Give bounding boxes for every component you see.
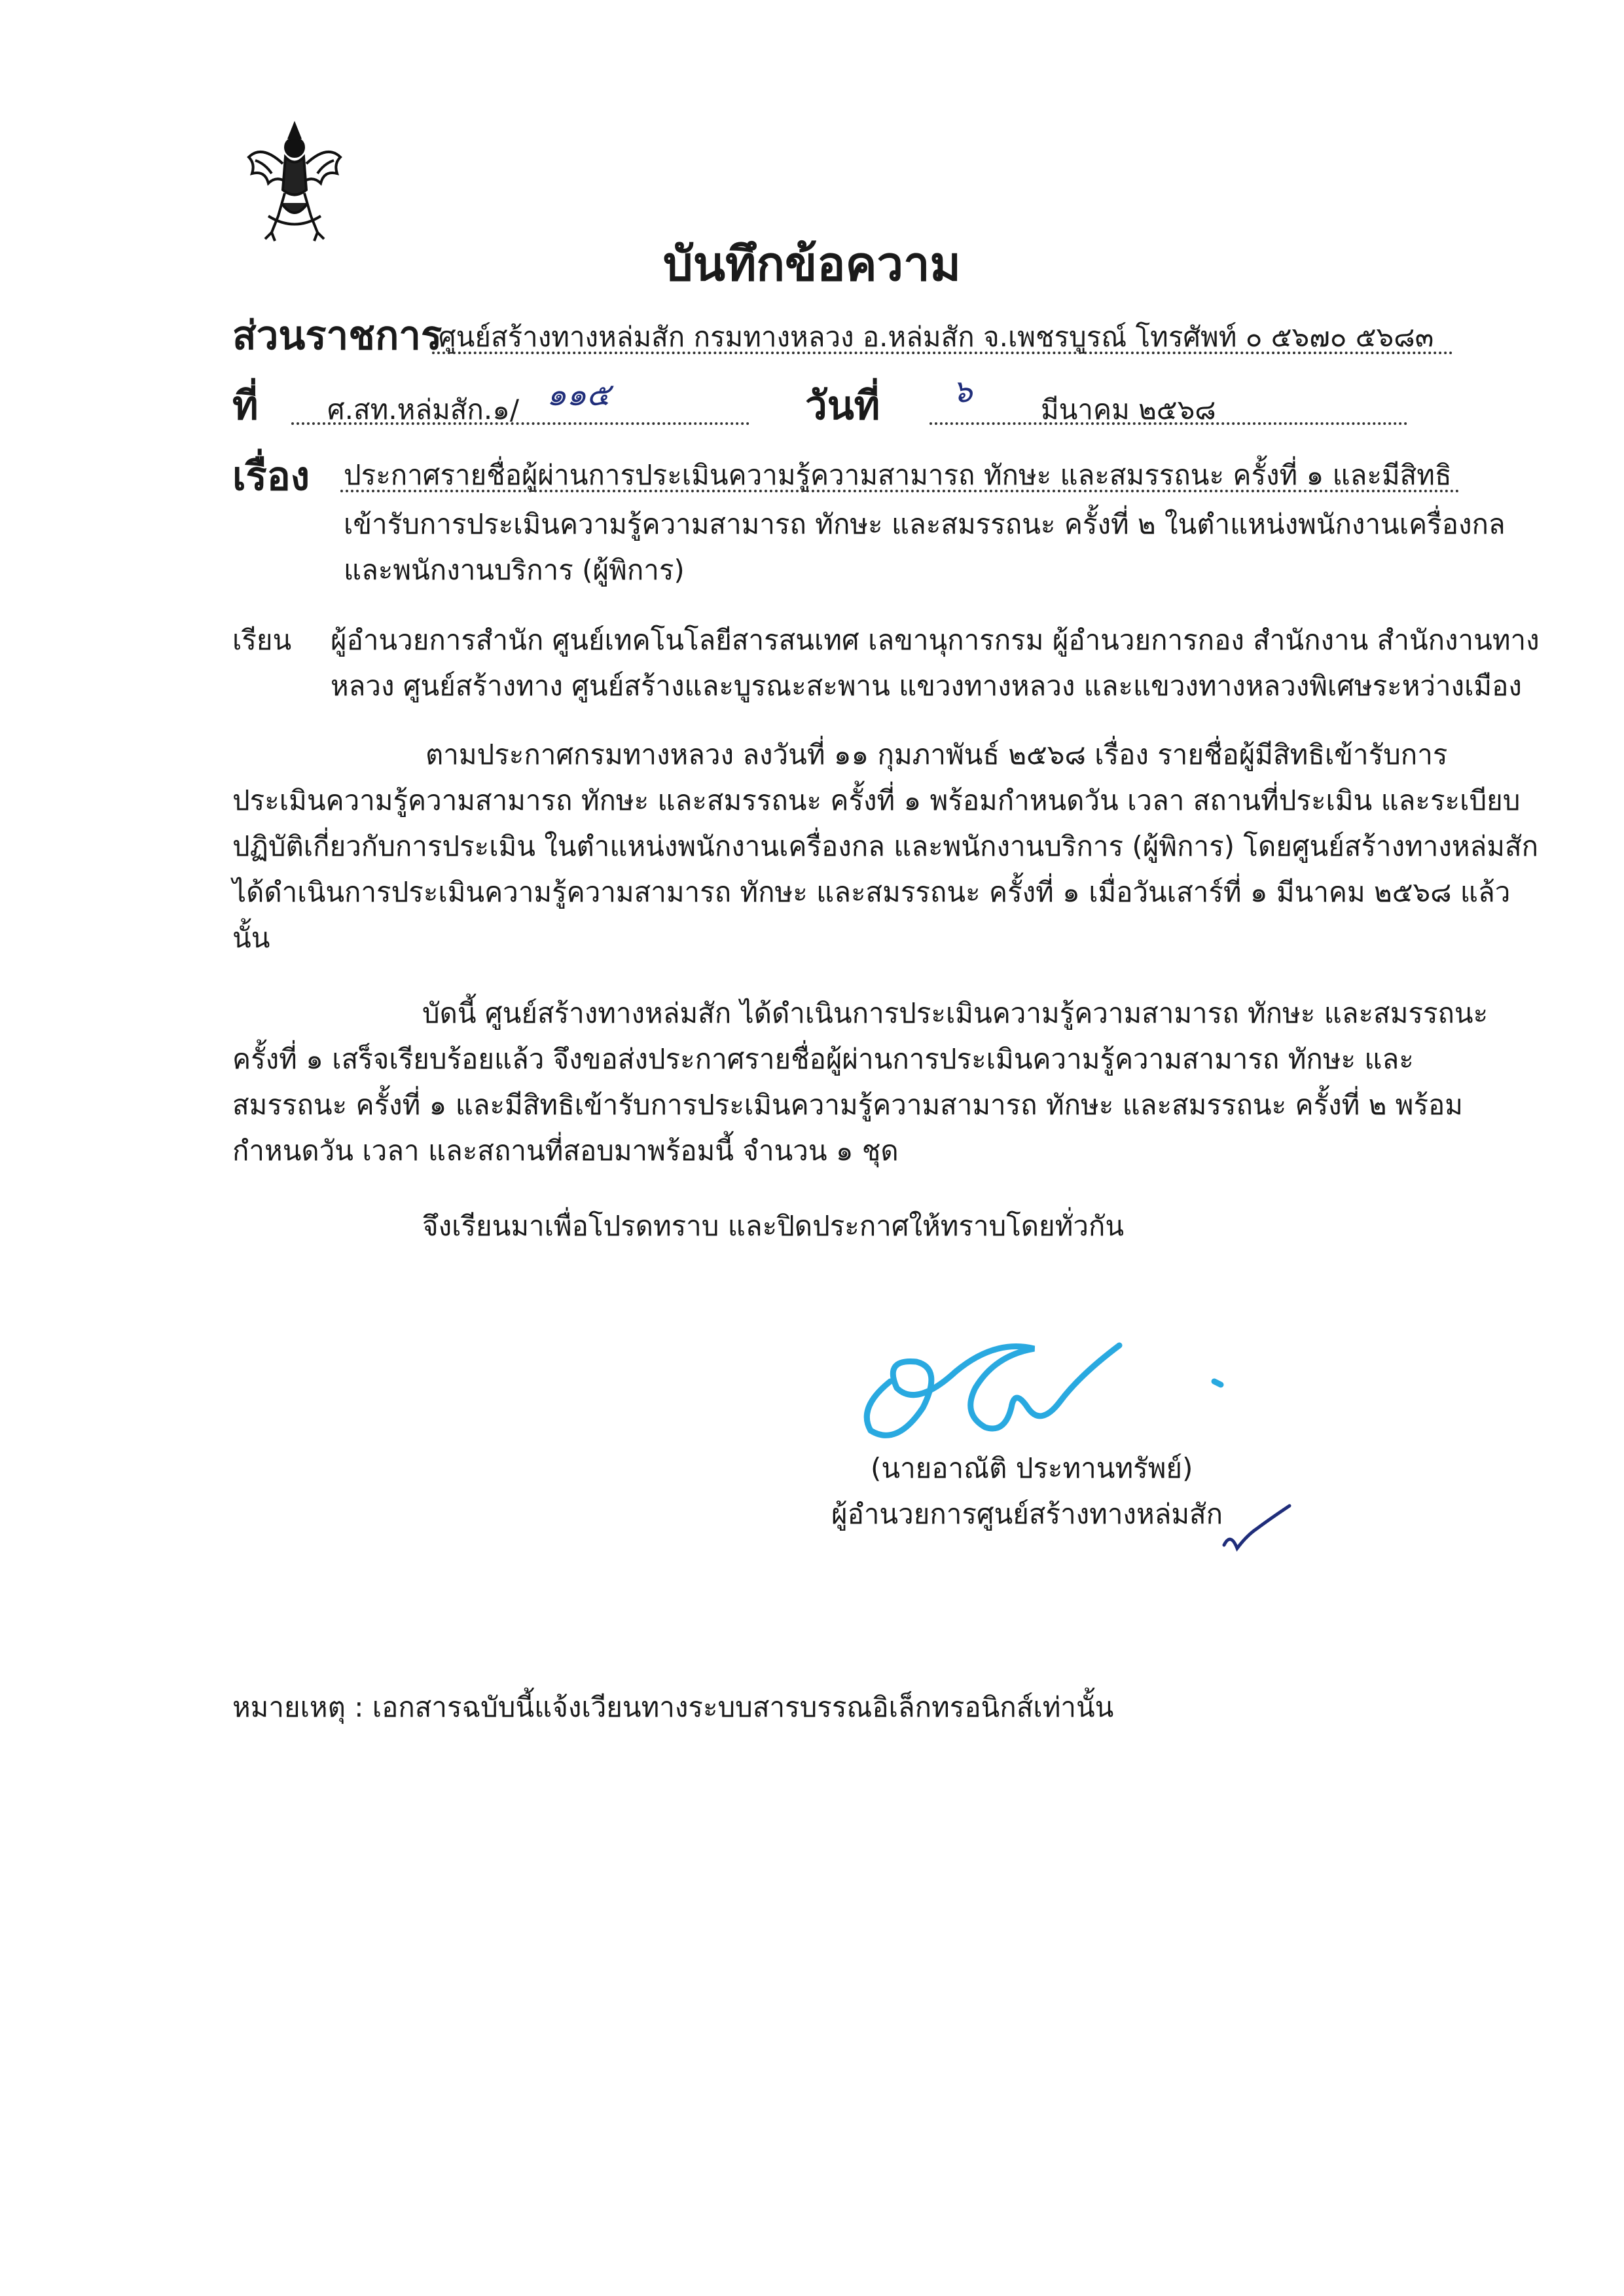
subject-label: เรื่อง <box>232 454 310 500</box>
signer-name: (นายอาณัติ ประทานทรัพย์) <box>871 1452 1193 1484</box>
to-line-2: หลวง ศูนย์สร้างทาง ศูนย์สร้างและบูรณะสะพาน แขวงทางหลวง และแขวงทางหลวงพิเศษระหว่างเมือง <box>331 670 1522 702</box>
memo-title: บันทึกข้อความ <box>663 236 961 291</box>
date-day-handwritten: ๖ <box>952 373 973 410</box>
subject-dotline <box>340 490 1460 492</box>
date-dotline <box>929 422 1407 425</box>
initial-mark-icon <box>1218 1499 1296 1558</box>
para2-line-2: ครั้งที่ ๑ เสร็จเรียบร้อยแล้ว จึงขอส่งประกาศรายชื่อผู้ผ่านการประเมินความรู้ความสามารถ ทักษะ และ <box>232 1043 1414 1075</box>
garuda-emblem-icon <box>242 118 347 242</box>
para1-line-5: นั้น <box>232 922 270 954</box>
subject-line-3: และพนักงานบริการ (ผู้พิการ) <box>344 554 685 586</box>
date-label: วันที่ <box>805 383 880 429</box>
para1-line-3: ปฏิบัติเกี่ยวกับการประเมิน ในตำแหน่งพนักงานเครื่องกล และพนักงานบริการ (ผู้พิการ) โดยศูนย์สร้างทางหล่มสัก <box>232 830 1539 862</box>
agency-value: ศูนย์สร้างทางหล่มสัก กรมทางหลวง อ.หล่มสัก จ.เพชรบูรณ์ โทรศัพท์ ๐ ๕๖๗๐ ๕๖๘๓ <box>439 321 1434 353</box>
to-label: เรียน <box>232 624 292 656</box>
para1-line-4: ได้ดำเนินการประเมินความรู้ความสามารถ ทักษะ และสมรรถนะ ครั้งที่ ๑ เมื่อวันเสาร์ที่ ๑ มีนาคม ๒๕๖๘ แล้ว <box>232 876 1511 908</box>
para2-line-1: บัดนี้ ศูนย์สร้างทางหล่มสัก ได้ดำเนินการประเมินความรู้ความสามารถ ทักษะ และสมรรถนะ <box>422 997 1489 1029</box>
subject-line-1: ประกาศรายชื่อผู้ผ่านการประเมินความรู้ความสามารถ ทักษะ และสมรรถนะ ครั้งที่ ๑ และมีสิทธิ <box>344 459 1452 491</box>
date-value: มีนาคม ๒๕๖๘ <box>1041 393 1216 426</box>
agency-dotline <box>432 352 1453 354</box>
agency-label: ส่วนราชการ <box>232 313 442 359</box>
para2-line-3: สมรรถนะ ครั้งที่ ๑ และมีสิทธิเข้ารับการประเมินความรู้ความสามารถ ทักษะ และสมรรถนะ ครั้งที่ ๒ พร้อม <box>232 1089 1463 1121</box>
signer-title: ผู้อำนวยการศูนย์สร้างทางหล่มสัก <box>831 1498 1223 1530</box>
para2-line-4: กำหนดวัน เวลา และสถานที่สอบมาพร้อมนี้ จำนวน ๑ ชุด <box>232 1135 899 1167</box>
closing-line: จึงเรียนมาเพื่อโปรดทราบ และปิดประกาศให้ทราบโดยทั่วกัน <box>422 1210 1125 1242</box>
to-line-1: ผู้อำนวยการสำนัก ศูนย์เทคโนโลยีสารสนเทศ เลขานุการกรม ผู้อำนวยการกอง สำนักงาน สำนักงานทาง <box>331 624 1540 656</box>
ref-value: ศ.สท.หล่มสัก.๑/ <box>327 393 520 426</box>
ref-handwritten-number: ๑๑๕ <box>547 376 611 413</box>
ref-dotline <box>291 422 749 425</box>
signature-icon <box>844 1309 1263 1460</box>
ref-label: ที่ <box>232 383 259 429</box>
para1-line-2: ประเมินความรู้ความสามารถ ทักษะ และสมรรถนะ ครั้งที่ ๑ พร้อมกำหนดวัน เวลา สถานที่ประเมิน และระเบียบ <box>232 784 1521 816</box>
para1-line-1: ตามประกาศกรมทางหลวง ลงวันที่ ๑๑ กุมภาพันธ์ ๒๕๖๘ เรื่อง รายชื่อผู้มีสิทธิเข้ารับการ <box>425 738 1448 771</box>
footnote: หมายเหตุ : เอกสารฉบับนี้แจ้งเวียนทางระบบสารบรรณอิเล็กทรอนิกส์เท่านั้น <box>232 1691 1114 1723</box>
subject-line-2: เข้ารับการประเมินความรู้ความสามารถ ทักษะ และสมรรถนะ ครั้งที่ ๒ ในตำแหน่งพนักงานเครื่องกล <box>344 508 1506 540</box>
